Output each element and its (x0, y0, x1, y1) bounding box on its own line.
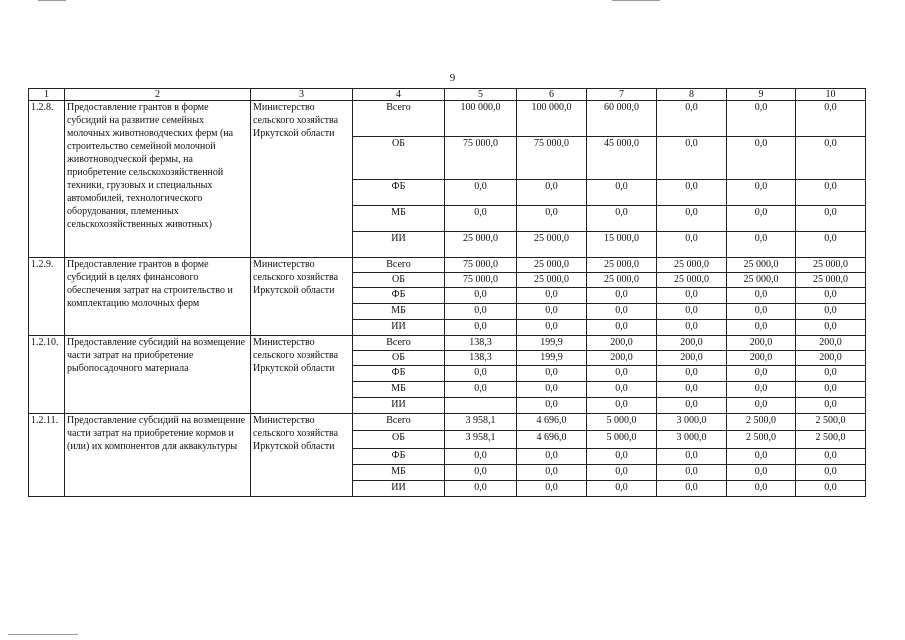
funding-value: 75 000,0 (445, 273, 517, 288)
measure-description: Предоставление грантов в форме субсидий на развитие семейных молочных животноводческих ферм (на строительство семейной молочной животноводческой фермы, на приобретение сельскохозяйственной техники, грузовых и специальных автомобилей, технологического оборудования, племенных сельскохозяйственных животных) (65, 101, 251, 258)
measure-code: 1.2.11. (29, 414, 65, 497)
funding-value: 200,0 (727, 351, 796, 366)
funding-value: 0,0 (796, 366, 866, 382)
funding-value: 0,0 (657, 382, 727, 398)
funding-value: 0,0 (727, 382, 796, 398)
funding-source: ИИ (353, 398, 445, 414)
measure-code: 1.2.9. (29, 258, 65, 336)
funding-value: 0,0 (727, 206, 796, 232)
funding-value: 0,0 (727, 180, 796, 206)
funding-value: 0,0 (796, 398, 866, 414)
measure-executor: Министерство сельского хозяйства Иркутской области (251, 336, 353, 414)
funding-value: 25 000,0 (587, 258, 657, 273)
funding-row (29, 414, 866, 431)
column-header: 8 (657, 89, 727, 101)
funding-source: ОБ (353, 273, 445, 288)
funding-value: 0,0 (517, 366, 587, 382)
funding-value: 25 000,0 (727, 258, 796, 273)
column-header: 10 (796, 89, 866, 101)
funding-value: 0,0 (727, 101, 796, 137)
funding-value: 0,0 (517, 288, 587, 304)
funding-value: 0,0 (517, 449, 587, 465)
funding-source: ОБ (353, 351, 445, 366)
funding-value: 0,0 (517, 465, 587, 481)
funding-value: 5 000,0 (587, 431, 657, 449)
funding-value: 25 000,0 (727, 273, 796, 288)
funding-value: 100 000,0 (517, 101, 587, 137)
funding-value: 0,0 (796, 288, 866, 304)
funding-value: 199,9 (517, 351, 587, 366)
funding-value: 0,0 (657, 206, 727, 232)
funding-value: 0,0 (796, 232, 866, 258)
funding-source: ФБ (353, 449, 445, 465)
funding-value: 0,0 (587, 398, 657, 414)
funding-value: 0,0 (587, 465, 657, 481)
funding-value: 0,0 (517, 382, 587, 398)
funding-value: 25 000,0 (796, 273, 866, 288)
funding-value: 4 696,0 (517, 431, 587, 449)
funding-value: 25 000,0 (587, 273, 657, 288)
funding-value: 0,0 (727, 398, 796, 414)
funding-value: 2 500,0 (796, 414, 866, 431)
scan-artifact-top-left (38, 0, 66, 1)
funding-value: 0,0 (657, 137, 727, 180)
funding-value: 0,0 (657, 180, 727, 206)
funding-value: 0,0 (796, 101, 866, 137)
funding-source: МБ (353, 465, 445, 481)
funding-value: 0,0 (517, 481, 587, 497)
scan-artifact-top-right (612, 0, 660, 1)
funding-value: 0,0 (796, 206, 866, 232)
funding-value: 75 000,0 (445, 258, 517, 273)
measure-executor: Министерство сельского хозяйства Иркутской области (251, 258, 353, 336)
funding-value: 0,0 (796, 180, 866, 206)
funding-value: 0,0 (657, 398, 727, 414)
funding-source: ФБ (353, 366, 445, 382)
funding-value: 100 000,0 (445, 101, 517, 137)
funding-source: МБ (353, 304, 445, 320)
funding-value: 0,0 (796, 320, 866, 336)
funding-value: 0,0 (727, 304, 796, 320)
funding-value: 0,0 (445, 206, 517, 232)
funding-value: 0,0 (796, 137, 866, 180)
funding-row (29, 101, 866, 137)
funding-value: 0,0 (727, 449, 796, 465)
funding-value: 0,0 (517, 206, 587, 232)
funding-value: 0,0 (517, 180, 587, 206)
funding-source: ИИ (353, 320, 445, 336)
funding-source: МБ (353, 206, 445, 232)
column-header: 2 (65, 89, 251, 101)
column-header: 5 (445, 89, 517, 101)
funding-value: 0,0 (445, 180, 517, 206)
funding-value: 25 000,0 (517, 258, 587, 273)
funding-value: 60 000,0 (587, 101, 657, 137)
funding-value: 0,0 (587, 382, 657, 398)
funding-value: 0,0 (727, 137, 796, 180)
column-number-row (29, 89, 866, 101)
funding-value: 2 500,0 (796, 431, 866, 449)
funding-value: 0,0 (517, 320, 587, 336)
funding-value: 200,0 (657, 351, 727, 366)
funding-value: 0,0 (727, 465, 796, 481)
funding-value: 0,0 (445, 449, 517, 465)
funding-value: 199,9 (517, 336, 587, 351)
funding-value: 0,0 (587, 180, 657, 206)
funding-source: ИИ (353, 481, 445, 497)
funding-value: 0,0 (657, 481, 727, 497)
funding-value: 200,0 (587, 336, 657, 351)
funding-value: 25 000,0 (517, 273, 587, 288)
funding-value: 15 000,0 (587, 232, 657, 258)
funding-value: 3 958,1 (445, 431, 517, 449)
funding-value: 0,0 (587, 206, 657, 232)
funding-value: 3 000,0 (657, 431, 727, 449)
funding-value: 0,0 (657, 288, 727, 304)
funding-value: 0,0 (587, 449, 657, 465)
funding-value: 25 000,0 (657, 273, 727, 288)
funding-source: ОБ (353, 137, 445, 180)
funding-value: 45 000,0 (587, 137, 657, 180)
funding-value: 0,0 (796, 382, 866, 398)
program-funding-table (28, 88, 866, 497)
funding-value: 2 500,0 (727, 414, 796, 431)
funding-value: 0,0 (657, 232, 727, 258)
funding-value: 0,0 (796, 449, 866, 465)
funding-value: 200,0 (727, 336, 796, 351)
funding-value: 0,0 (517, 398, 587, 414)
measure-executor: Министерство сельского хозяйства Иркутской области (251, 414, 353, 497)
measure-description: Предоставление субсидий на возмещение части затрат на приобретение кормов и (или) их компонентов для аквакультуры (65, 414, 251, 497)
funding-value: 0,0 (445, 288, 517, 304)
column-header: 9 (727, 89, 796, 101)
funding-value: 0,0 (445, 382, 517, 398)
funding-value: 200,0 (796, 336, 866, 351)
funding-value: 200,0 (587, 351, 657, 366)
funding-value: 75 000,0 (445, 137, 517, 180)
funding-value: 0,0 (587, 304, 657, 320)
funding-value: 200,0 (796, 351, 866, 366)
funding-source: Всего (353, 414, 445, 431)
funding-value: 4 696,0 (517, 414, 587, 431)
measure-code: 1.2.8. (29, 101, 65, 258)
funding-value: 0,0 (727, 481, 796, 497)
funding-source: Всего (353, 336, 445, 351)
funding-source: МБ (353, 382, 445, 398)
column-header: 7 (587, 89, 657, 101)
funding-source: Всего (353, 258, 445, 273)
funding-value: 0,0 (657, 366, 727, 382)
funding-value (445, 398, 517, 414)
funding-value: 0,0 (657, 320, 727, 336)
funding-value: 2 500,0 (727, 431, 796, 449)
funding-value: 25 000,0 (445, 232, 517, 258)
measure-code: 1.2.10. (29, 336, 65, 414)
funding-value: 25 000,0 (517, 232, 587, 258)
funding-row (29, 336, 866, 351)
column-header: 6 (517, 89, 587, 101)
funding-value: 0,0 (445, 465, 517, 481)
measure-executor: Министерство сельского хозяйства Иркутской области (251, 101, 353, 258)
funding-value: 0,0 (587, 481, 657, 497)
funding-value: 0,0 (445, 320, 517, 336)
funding-source: ФБ (353, 180, 445, 206)
funding-source: ФБ (353, 288, 445, 304)
funding-value: 0,0 (727, 288, 796, 304)
funding-value: 75 000,0 (517, 137, 587, 180)
measure-description: Предоставление субсидий на возмещение части затрат на приобретение рыбопосадочного материала (65, 336, 251, 414)
measure-description: Предоставление грантов в форме субсидий в целях финансового обеспечения затрат на строительство и комплектацию молочных ферм (65, 258, 251, 336)
funding-value: 138,3 (445, 351, 517, 366)
funding-source: Всего (353, 101, 445, 137)
funding-value: 0,0 (657, 449, 727, 465)
funding-value: 0,0 (587, 288, 657, 304)
funding-value: 0,0 (657, 304, 727, 320)
funding-value: 0,0 (657, 465, 727, 481)
funding-value: 0,0 (727, 232, 796, 258)
funding-value: 3 958,1 (445, 414, 517, 431)
funding-value: 25 000,0 (796, 258, 866, 273)
funding-value: 0,0 (587, 320, 657, 336)
funding-value: 0,0 (796, 304, 866, 320)
funding-value: 0,0 (587, 366, 657, 382)
scan-artifact-bottom-left (8, 634, 78, 635)
page-number: 9 (449, 72, 456, 84)
funding-value: 0,0 (657, 101, 727, 137)
funding-value: 0,0 (517, 304, 587, 320)
funding-value: 0,0 (445, 366, 517, 382)
funding-value: 3 000,0 (657, 414, 727, 431)
column-header: 1 (29, 89, 65, 101)
funding-source: ОБ (353, 431, 445, 449)
funding-value: 0,0 (727, 366, 796, 382)
funding-value: 25 000,0 (657, 258, 727, 273)
funding-value: 138,3 (445, 336, 517, 351)
funding-source: ИИ (353, 232, 445, 258)
funding-value: 0,0 (445, 304, 517, 320)
funding-value: 0,0 (796, 465, 866, 481)
funding-value: 5 000,0 (587, 414, 657, 431)
funding-row (29, 258, 866, 273)
funding-value: 0,0 (796, 481, 866, 497)
funding-value: 0,0 (727, 320, 796, 336)
funding-value: 0,0 (445, 481, 517, 497)
funding-value: 200,0 (657, 336, 727, 351)
column-header: 4 (353, 89, 445, 101)
column-header: 3 (251, 89, 353, 101)
